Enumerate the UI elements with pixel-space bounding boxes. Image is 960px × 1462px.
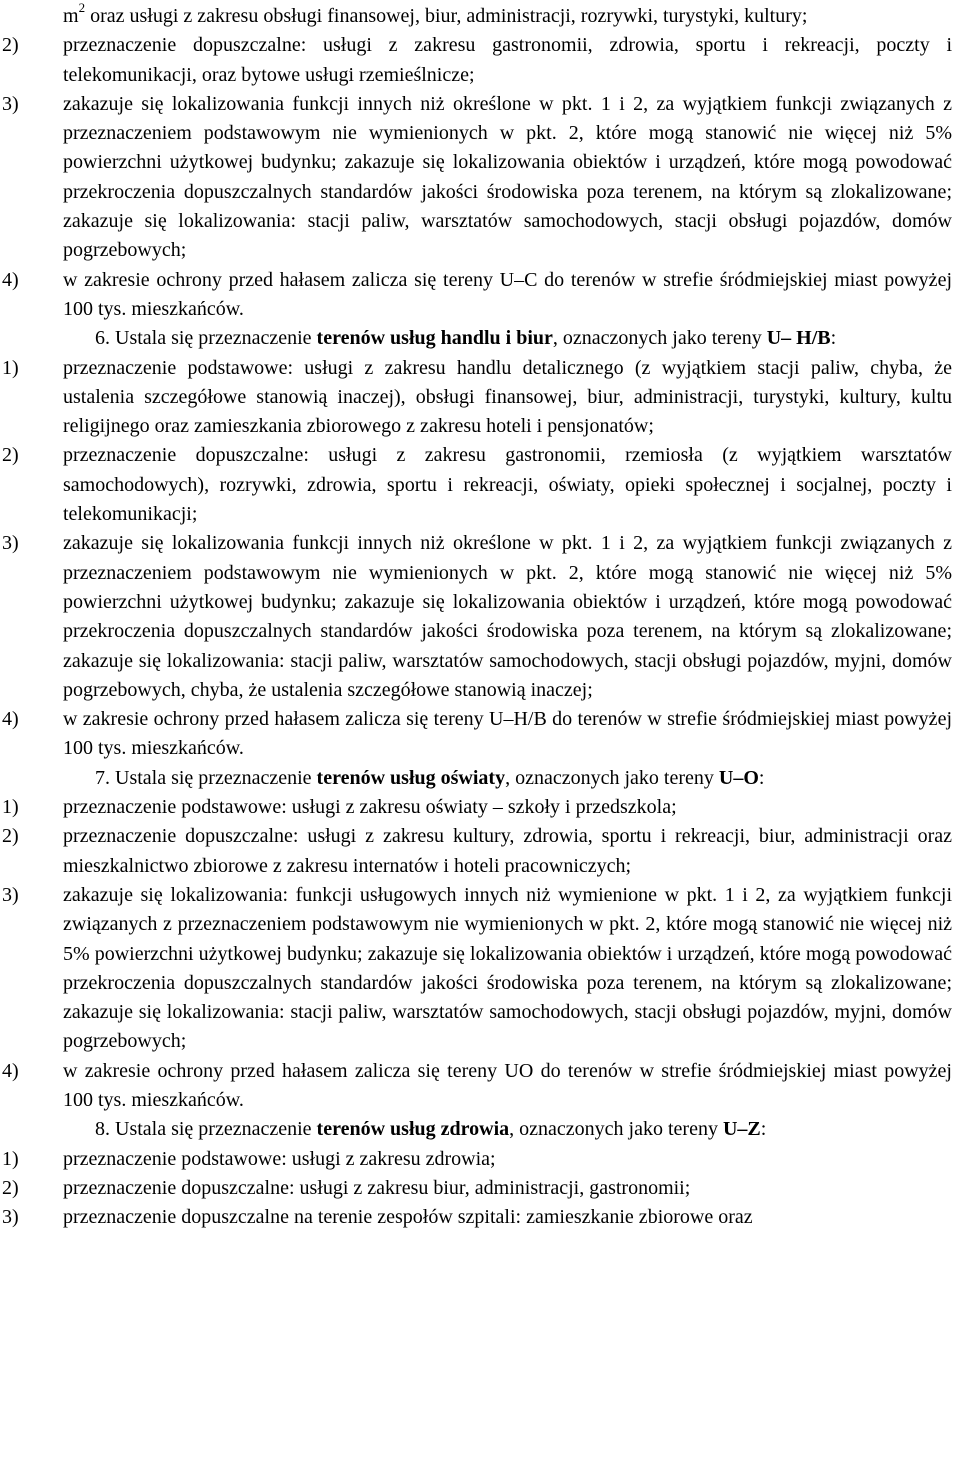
list-item-text: przeznaczenie dopuszczalne: usługi z zakresu biur, administracji, gastronomii; (63, 1176, 691, 1199)
list-item (0, 822, 952, 881)
list-item-number: 4) (2, 268, 19, 291)
list-item-number: 2) (2, 1176, 19, 1199)
list-item-text: w zakresie ochrony przed hałasem zalicza się tereny UO do terenów w strefie śródmiejskiej miast powyżej 100 tys. mieszkańców. (63, 1059, 952, 1111)
list-item-number: 3) (2, 883, 19, 906)
section-name: terenów usług oświaty (316, 766, 506, 789)
list-item (0, 1203, 952, 1232)
list-item-text: zakazuje się lokalizowania: funkcji usługowych innych niż wymienione w pkt. 1 i 2, za wyjątkiem funkcji związanych z przeznaczeniem podstawowym nie wymienionych w pkt. 2, które mogą stanowić nie więcej niż 5% powierzchni użytkowej budynku; zakazuje się lokalizowania obiektów i urządzeń, które mogą powodować przekroczenia dopuszczalnych standardów jakości środowiska poza terenem, na którym są zlokalizowane; zakazuje się lokalizowania: stacji paliw, warsztatów samochodowych, stacji obsługi pojazdów, myjni, domów pogrzebowych; (63, 883, 952, 1053)
list-item (0, 1174, 952, 1203)
list-item (0, 1057, 952, 1116)
unit-superscript: 2 (78, 0, 86, 15)
list-item-number: 4) (2, 708, 19, 731)
section-colon: : (760, 1118, 767, 1141)
section-6-heading (0, 324, 952, 353)
list-item-number: 3) (2, 1206, 19, 1229)
list-item-text: przeznaczenie dopuszczalne: usługi z zakresu gastronomii, rzemiosła (z wyjątkiem warsztatów samochodowych), rozrywki, zdrowia, sportu i rekreacji, oświaty, opieki społecznej i socjalnej, poczty i telekomunikacji; (63, 444, 952, 526)
list-item-text: przeznaczenie dopuszczalne: usługi z zakresu gastronomii, zdrowia, sportu i rekreacji, poczty i telekomunikacji, oraz bytowe usługi rzemieślnicze; (63, 34, 952, 86)
list-item (0, 31, 952, 90)
list-item (0, 705, 952, 764)
section-code: U–Z (722, 1118, 761, 1141)
section-7-heading (0, 764, 952, 793)
continuation-paragraph (0, 2, 952, 31)
list-item-number: 1) (2, 356, 19, 379)
section-name: terenów usług zdrowia (316, 1118, 510, 1141)
section-8-heading (0, 1115, 952, 1144)
list-item-number: 1) (2, 1147, 19, 1170)
section-colon: : (758, 766, 765, 789)
section-mid: , oznaczonych jako tereny (552, 327, 762, 350)
section-intro: Ustala się przeznaczenie (115, 327, 312, 350)
section-number: 8. (95, 1118, 110, 1141)
list-item-number: 4) (2, 1059, 19, 1082)
unit-m: m (63, 5, 79, 27)
continuation-text: oraz usługi z zakresu obsługi finansowej, biur, administracji, rozrywki, turystyki, kultury; (90, 5, 808, 27)
section-code: U–O (718, 766, 759, 789)
list-item-text: w zakresie ochrony przed hałasem zalicza się tereny U–H/B do terenów w strefie śródmiejskiej miast powyżej 100 tys. mieszkańców. (63, 708, 952, 760)
list-item (0, 266, 952, 325)
section-name: terenów usług handlu i biur (316, 327, 553, 350)
section-colon: : (830, 327, 837, 350)
list-item-text: przeznaczenie podstawowe: usługi z zakresu zdrowia; (63, 1147, 496, 1170)
list-item-number: 2) (2, 825, 19, 848)
section-mid: , oznaczonych jako tereny (505, 766, 714, 789)
list-item (0, 441, 952, 529)
list-item-text: przeznaczenie podstawowe: usługi z zakresu handlu detalicznego (z wyjątkiem stacji paliw, chyba, że ustalenia szczegółowe stanowią inaczej), obsługi finansowej, biur, administracji, turystyki, kultury, kultu religijnego oraz zamieszkania zbiorowego z zakresu hoteli i pensjonatów; (63, 356, 952, 438)
list-item-text: przeznaczenie podstawowe: usługi z zakresu oświaty – szkoły i przedszkola; (63, 796, 677, 819)
list-item (0, 881, 952, 1057)
list-item-number: 3) (2, 532, 19, 555)
list-item-number: 3) (2, 92, 19, 115)
list-item (0, 354, 952, 442)
list-item-text: w zakresie ochrony przed hałasem zalicza się tereny U–C do terenów w strefie śródmiejskiej miast powyżej 100 tys. mieszkańców. (63, 268, 952, 320)
section-intro: Ustala się przeznaczenie (115, 766, 312, 789)
section-code-b: H/B (796, 327, 831, 350)
list-item-text: zakazuje się lokalizowania funkcji innych niż określone w pkt. 1 i 2, za wyjątkiem funkcji związanych z przeznaczeniem podstawowym nie wymienionych w pkt. 2, które mogą stanowić nie więcej niż 5% powierzchni użytkowej budynku; zakazuje się lokalizowania obiektów i urządzeń, które mogą powodować przekroczenia dopuszczalnych standardów jakości środowiska poza terenem, na którym są zlokalizowane; zakazuje się lokalizowania: stacji paliw, warsztatów samochodowych, stacji obsługi pojazdów, domów pogrzebowych; (63, 92, 952, 262)
list-item-number: 1) (2, 796, 19, 819)
section-code-a: U– (766, 327, 792, 350)
section-mid: , oznaczonych jako tereny (509, 1118, 718, 1141)
list-item-number: 2) (2, 444, 19, 467)
list-item (0, 529, 952, 705)
list-item-text: przeznaczenie dopuszczalne: usługi z zakresu kultury, zdrowia, sportu i rekreacji, biur, administracji oraz mieszkalnictwo zbiorowe z zakresu internatów i hoteli pracowniczych; (63, 825, 952, 877)
section-intro: Ustala się przeznaczenie (115, 1118, 312, 1141)
section-number: 7. (95, 766, 110, 789)
list-item (0, 793, 952, 822)
list-item-text: przeznaczenie dopuszczalne na terenie zespołów szpitali: zamieszkanie zbiorowe oraz (63, 1206, 753, 1229)
list-item (0, 90, 952, 266)
list-item-number: 2) (2, 34, 19, 57)
list-item (0, 1145, 952, 1174)
section-number: 6. (95, 327, 110, 350)
list-item-text: zakazuje się lokalizowania funkcji innych niż określone w pkt. 1 i 2, za wyjątkiem funkcji związanych z przeznaczeniem podstawowym nie wymienionych w pkt. 2, które mogą stanowić nie więcej niż 5% powierzchni użytkowej budynku; zakazuje się lokalizowania obiektów i urządzeń, które mogą powodować przekroczenia dopuszczalnych standardów jakości środowiska poza terenem, na którym są zlokalizowane; zakazuje się lokalizowania: stacji paliw, warsztatów samochodowych, stacji obsługi pojazdów, myjni, domów pogrzebowych, chyba, że ustalenia szczegółowe stanowią inaczej; (63, 532, 952, 701)
